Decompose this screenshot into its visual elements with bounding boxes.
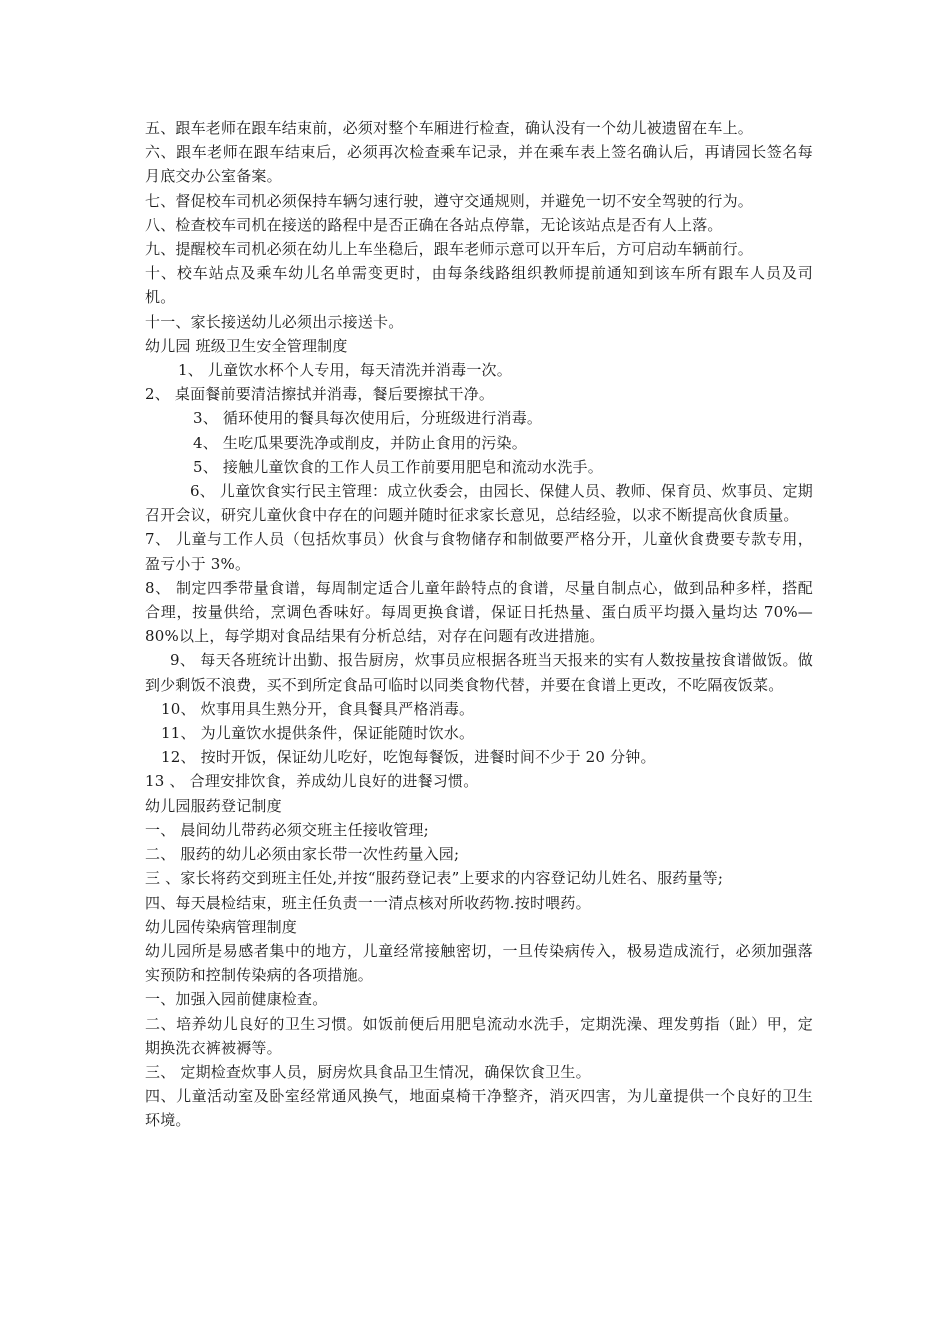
paragraph: 7、 儿童与工作人员（包括炊事员）伙食与食物储存和制做要严格分开，儿童伙食费要专款专用，盈亏小于 3%。 [145,530,813,573]
document-body [145,116,813,1133]
paragraph: 4、 生吃瓜果要洗净或削皮，并防止食用的污染。 [193,433,527,452]
paragraph: 五、跟车老师在跟车结束前，必须对整个车厢进行检查，确认没有一个幼儿被遗留在车上。 [145,119,754,137]
paragraph: 二、 服药的幼儿必须由家长带一次性药量入园; [145,845,460,864]
paragraph: 幼儿园 班级卫生安全管理制度 [145,336,348,355]
paragraph: 5、 接触儿童饮食的工作人员工作前要用肥皂和流动水洗手。 [193,457,603,476]
paragraph: 九、提醒校车司机必须在幼儿上车坐稳后，跟车老师示意可以开车后，方可启动车辆前行。 [145,240,754,259]
paragraph: 一、 晨间幼儿带药必须交班主任接收管理; [145,820,429,839]
paragraph: 2、 桌面餐前要清洁擦拭并消毒，餐后要擦拭干净。 [145,385,495,404]
paragraph: 六、跟车老师在跟车结束后，必须再次检查乘车记录，并在乘车表上签名确认后，再请园长签名每月底交办公室备案。 [145,143,813,186]
paragraph: 四、每天晨检结束，班主任负责一一清点核对所收药物.按时喂药。 [145,893,591,912]
paragraph: 七、督促校车司机必须保持车辆匀速行驶，遵守交通规则，并避免一切不安全驾驶的行为。 [145,191,754,210]
paragraph: 十一、家长接送幼儿必须出示接送卡。 [145,312,404,331]
paragraph: 幼儿园服药登记制度 [145,796,282,815]
paragraph: 幼儿园所是易感者集中的地方，儿童经常接触密切，一旦传染病传入，极易造成流行，必须加强落实预防和控制传染病的各项措施。 [145,941,813,985]
paragraph: 9、 每天各班统计出勤、报告厨房，炊事员应根据各班当天报来的实有人数按量按食谱做饭。做到少剩饭不浪费，买不到所定食品可临时以同类食物代替，并要在食谱上更改，不吃隔夜饭菜。 [145,651,813,694]
paragraph: 10、 炊事用具生熟分开，食具餐具严格消毒。 [161,699,475,718]
paragraph: 三 、家长将药交到班主任处,并按“服药登记表”上要求的内容登记幼儿姓名、服药量等; [145,869,724,888]
paragraph: 13 、 合理安排饮食，养成幼儿良好的进餐习惯。 [145,772,479,791]
paragraph: 幼儿园传染病管理制度 [145,917,298,936]
paragraph: 八、检查校车司机在接送的路程中是否正确在各站点停靠，无论该站点是否有人上落。 [145,215,723,234]
paragraph: 四、儿童活动室及卧室经常通风换气，地面桌椅干净整齐，消灭四害，为儿童提供一个良好的卫生环境。 [145,1087,813,1130]
paragraph: 8、 制定四季带量食谱，每周制定适合儿童年龄特点的食谱，尽量自制点心，做到品种多样，搭配合理，按量供给，烹调色香味好。每周更换食谱，保证日托热量、蛋白质平均摄入量均达 70%—80%以上，每学期对食品结果有分析总结，对存在问题有改进措施。 [145,578,813,646]
paragraph: 6、 儿童饮食实行民主管理：成立伙委会，由园长、保健人员、教师、保育员、炊事员、定期召开会议，研究儿童伙食中存在的问题并随时征求家长意见，总结经验，以求不断提高伙食质量。 [145,482,813,525]
paragraph: 11、 为儿童饮水提供条件，保证能随时饮水。 [161,724,475,743]
paragraph: 3、 循环使用的餐具每次使用后，分班级进行消毒。 [193,409,543,428]
paragraph: 三、 定期检查炊事人员，厨房炊具食品卫生情况，确保饮食卫生。 [145,1062,591,1081]
paragraph: 一、加强入园前健康检查。 [145,990,328,1009]
paragraph: 12、 按时开饭，保证幼儿吃好，吃饱每餐饭，进餐时间不少于 20 分钟。 [161,748,656,767]
paragraph: 1、 儿童饮水杯个人专用，每天清洗并消毒一次。 [178,361,512,380]
paragraph: 二、培养幼儿良好的卫生习惯。如饭前便后用肥皂流动水洗手，定期洗澡、理发剪指（趾）甲，定期换洗衣裤被褥等。 [145,1014,813,1057]
paragraph: 十、校车站点及乘车幼儿名单需变更时，由每条线路组织教师提前通知到该车所有跟车人员及司机。 [145,264,813,307]
